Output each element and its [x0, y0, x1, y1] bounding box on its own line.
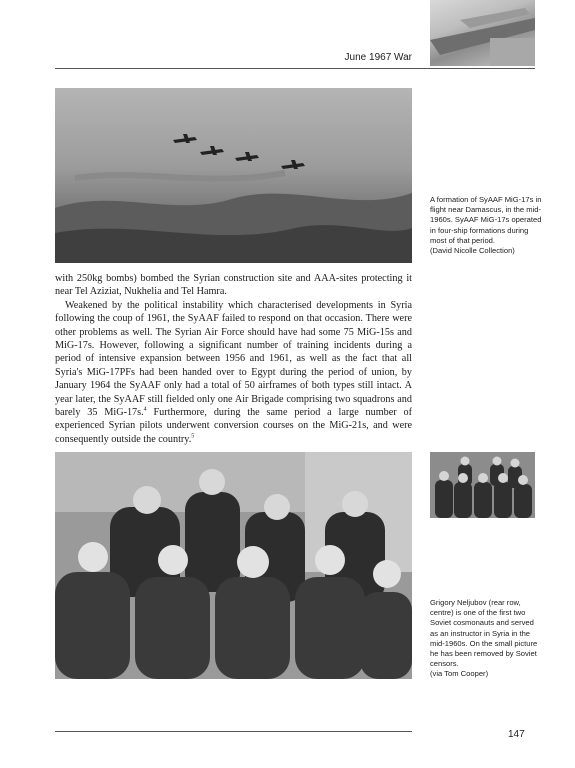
- running-head: June 1967 War: [344, 52, 412, 63]
- caption-text: Grigory Neljubov (rear row, centre) is one of the first two Soviet cosmonauts and served as an instructor in Syria in the mid-1960s. On the small picture he has been removed by Soviet censors.: [430, 598, 538, 669]
- caption-text: A formation of SyAAF MiG-17s in flight near Damascus, in the mid-1960s. SyAAF MiG-17s operated in four-ship formations during most of that period.: [430, 195, 542, 245]
- censored-group-photo: [430, 452, 535, 518]
- paragraph: [55, 299, 412, 446]
- caption-credit: (via Tom Cooper): [430, 669, 489, 679]
- header-rule: [55, 68, 535, 69]
- cosmonauts-group-photo: [55, 452, 412, 679]
- formation-photo-caption: [430, 195, 542, 256]
- footnote-ref: 4: [143, 406, 147, 413]
- mig17-formation-photo: [55, 88, 412, 263]
- footer-rule: [55, 731, 412, 732]
- corner-aircraft-photo: [430, 0, 535, 66]
- paragraph-text: Weakened by the political instability which characterised developments in Syria following the coup of 1961, the SyAAF failed to respond on that occasion. There were other problems as well. The Syrian Air Force should have had some 75 MiG-15s and MiG-17s. However, following a significant number of training incidents during a period of intensive expansion between 1956 and 1961, as well as the fact that all Syria's MiG-17PFs had been handed over to Egypt during the period of union, by January 1964 the SyAAF only had a total of 50 airframes of both types still intact. A year later, the SyAAF still fielded only one Air Brigade comprising two squadrons and barely 35 MiG-17s.: [55, 299, 412, 419]
- footnote-ref: 5: [191, 433, 195, 440]
- paragraph-text: Furthermore, during the same period a large number of experienced Syrian pilots underwent conversion courses on the MiG-21s, and were consequently outside the country.: [55, 407, 413, 445]
- page-number: 147: [508, 729, 525, 740]
- article-body: [55, 272, 412, 446]
- paragraph: with 250kg bombs) bombed the Syrian construction site and AAA-sites protecting it near Tel Aziziat, Nukhelia and Tel Hamra.: [55, 273, 412, 298]
- group-photo-caption: [430, 598, 542, 680]
- caption-credit: (David Nicolle Collection): [430, 246, 515, 256]
